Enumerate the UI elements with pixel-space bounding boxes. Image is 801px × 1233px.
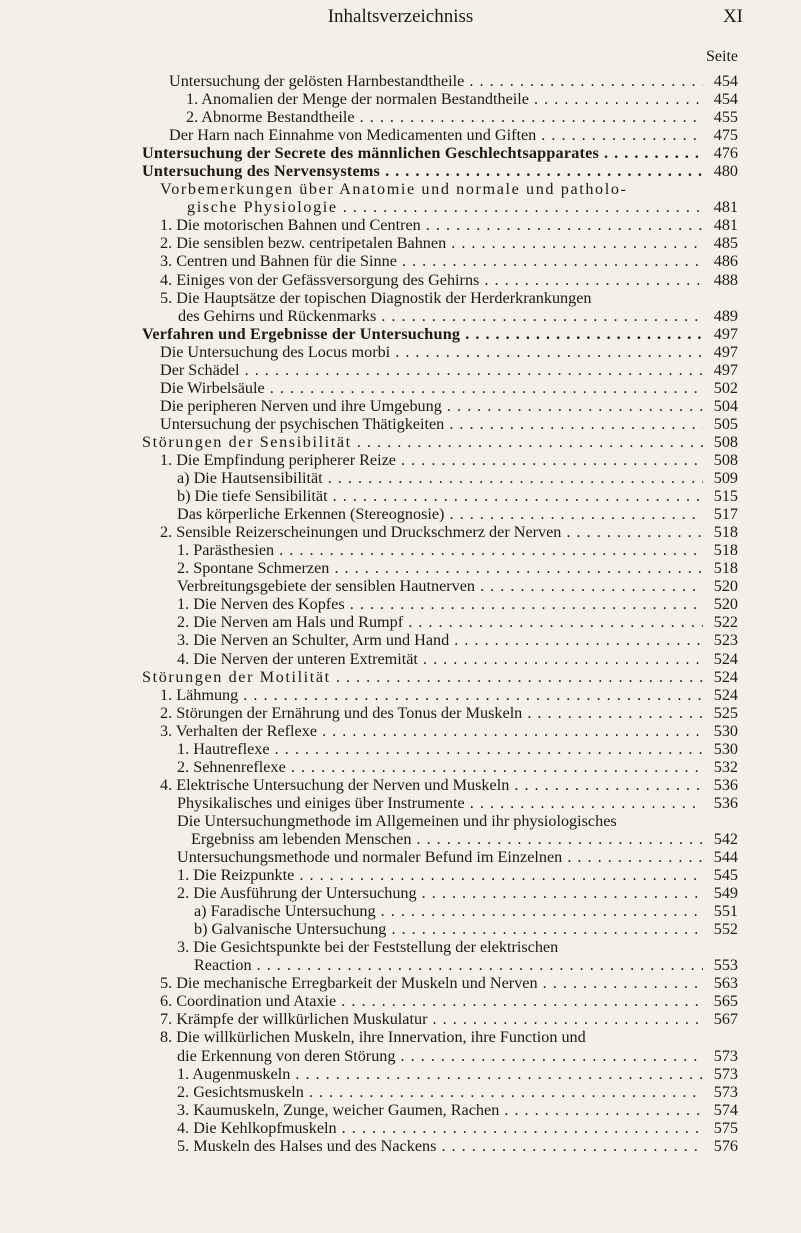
toc-entry-page: 549 <box>713 884 738 903</box>
toc-entry-title: Störungen der Sensibilität . . . <box>142 433 703 451</box>
seite-column-label: Seite <box>706 48 738 65</box>
toc-entry-title: Der Harn nach Einnahme von Medicamenten und Giften . . . <box>169 126 703 144</box>
toc-entry-page: 523 <box>713 631 738 650</box>
toc-entry-title: a) Die Hautsensibilität . . . <box>177 469 703 487</box>
toc-entry-title: Vorbemerkungen über Anatomie und normale und patholo- <box>160 180 628 199</box>
toc-entry-title: 1. Augenmuskeln . . . <box>177 1065 703 1083</box>
toc-entry-page: 485 <box>713 234 738 253</box>
toc-entry <box>0 866 801 884</box>
toc-entry <box>0 216 801 234</box>
toc-entry-page: 476 <box>713 144 738 163</box>
toc-entry-title: Verfahren und Ergebnisse der Untersuchung . . . <box>142 325 703 343</box>
toc-entry-page: 532 <box>713 757 738 776</box>
toc-entry-title: 5. Die Hauptsätze der topischen Diagnostik der Herderkrankungen <box>160 288 592 307</box>
toc-entry-page: 475 <box>713 126 738 145</box>
toc-entry-page: 508 <box>713 432 738 451</box>
toc-entry-title: die Erkennung von deren Störung . . . <box>177 1047 703 1065</box>
toc-entry-title: 2. Spontane Schmerzen . . . <box>177 559 703 577</box>
toc-entry-title: Der Schädel . . . <box>160 361 703 379</box>
toc-entry-title: Störungen der Motilität . . . <box>142 668 703 686</box>
toc-entry-title: Ergebniss am lebenden Menschen . . . <box>191 830 703 848</box>
toc-entry-page: 544 <box>713 848 738 867</box>
toc-entry <box>0 902 801 920</box>
toc-entry <box>0 469 801 487</box>
toc-entry-page: 454 <box>713 90 738 109</box>
toc-entry-page: 576 <box>713 1136 738 1155</box>
toc-entry-title: 4. Die Kehlkopfmuskeln . . . <box>177 1119 703 1137</box>
toc-entry <box>0 848 801 866</box>
toc-entry <box>0 1028 801 1046</box>
toc-entry <box>0 830 801 848</box>
toc-entry <box>0 144 801 162</box>
toc-entry <box>0 776 801 794</box>
toc-entry <box>0 1065 801 1083</box>
toc-entry-page: 515 <box>713 487 738 506</box>
toc-entry-title: 1. Hautreflexe . . . <box>177 740 703 758</box>
toc-entry <box>0 126 801 144</box>
toc-entry-title: Untersuchung der psychischen Thätigkeiten . . . <box>160 415 703 433</box>
toc-entry <box>0 108 801 126</box>
toc-entry <box>0 1010 801 1028</box>
toc-entry-title: 1. Anomalien der Menge der normalen Bestandtheile . . . <box>186 90 703 108</box>
toc-entry <box>0 343 801 361</box>
toc-entry <box>0 794 801 812</box>
toc-entry-title: 4. Die Nerven der unteren Extremität . . . <box>177 650 703 668</box>
toc-entry-title: des Gehirns und Rückenmarks . . . <box>178 307 703 325</box>
toc-entry-page: 520 <box>713 595 738 614</box>
toc-entry <box>0 523 801 541</box>
toc-entry <box>0 252 801 270</box>
toc-entry-title: Reaction . . . <box>194 956 703 974</box>
toc-entry <box>0 956 801 974</box>
toc-entry <box>0 686 801 704</box>
toc-entry-title: Die Wirbelsäule . . . <box>160 379 703 397</box>
toc-entry <box>0 397 801 415</box>
toc-entry <box>0 415 801 433</box>
toc-entry <box>0 451 801 469</box>
toc-entry-page: 504 <box>713 396 738 415</box>
toc-entry-page: 567 <box>713 1010 738 1029</box>
toc-entry <box>0 1101 801 1119</box>
toc-entry-page: 455 <box>713 108 738 127</box>
toc-entry-title: 3. Die Gesichtspunkte bei der Feststellung der elektrischen <box>177 938 559 957</box>
toc-entry <box>0 613 801 631</box>
toc-entry-page: 505 <box>713 414 738 433</box>
toc-entry-title: a) Faradische Untersuchung . . . <box>194 902 703 920</box>
toc-entry-title: 1. Lähmung . . . <box>160 686 703 704</box>
toc-entry-page: 552 <box>713 920 738 939</box>
toc-entry <box>0 812 801 830</box>
toc-entry-title: 2. Abnorme Bestandtheile . . . <box>186 108 703 126</box>
toc-entry <box>0 90 801 108</box>
toc-entry-title: 3. Kaumuskeln, Zunge, weicher Gaumen, Rachen . . . <box>177 1101 703 1119</box>
toc-entry-title: b) Die tiefe Sensibilität . . . <box>177 487 703 505</box>
toc-entry <box>0 884 801 902</box>
toc-entry-page: 508 <box>713 450 738 469</box>
toc-entry-title: 2. Die Ausführung der Untersuchung . . . <box>177 884 703 902</box>
toc-entry <box>0 1137 801 1155</box>
toc-entry <box>0 289 801 307</box>
toc-entry-page: 542 <box>713 829 738 848</box>
toc-entry-page: 488 <box>713 270 738 289</box>
toc-entry-title: 2. Die sensiblen bezw. centripetalen Bahnen . . . <box>160 234 703 252</box>
toc-entry-title: 1. Die Empfindung peripherer Reize . . . <box>160 451 703 469</box>
toc-entry-title: b) Galvanische Untersuchung . . . <box>194 920 703 938</box>
toc-entry-page: 574 <box>713 1100 738 1119</box>
toc-entry-title: 2. Störungen der Ernährung und des Tonus der Muskeln . . . <box>160 704 703 722</box>
toc-entry <box>0 938 801 956</box>
toc-entry <box>0 920 801 938</box>
toc-entry <box>0 758 801 776</box>
toc-entry-page: 573 <box>713 1082 738 1101</box>
toc-entry-page: 536 <box>713 793 738 812</box>
toc-entry-title: gische Physiologie . . . <box>187 198 703 216</box>
page-number-roman: XI <box>722 6 743 27</box>
toc-entry <box>0 198 801 216</box>
toc-entry-title: 2. Die Nerven am Hals und Rumpf . . . <box>177 613 703 631</box>
toc-entry-page: 518 <box>713 523 738 542</box>
toc-entry-title: 6. Coordination und Ataxie . . . <box>160 992 703 1010</box>
toc-entry-title: 1. Parästhesien . . . <box>177 541 703 559</box>
toc-entry <box>0 379 801 397</box>
toc-entry-page: 481 <box>713 198 738 217</box>
toc-entry-page: 563 <box>713 974 738 993</box>
toc-entry <box>0 577 801 595</box>
toc-entry <box>0 974 801 992</box>
toc-entry-title: 5. Die mechanische Erregbarkeit der Muskeln und Nerven . . . <box>160 974 703 992</box>
toc-entry <box>0 271 801 289</box>
toc-entry-page: 486 <box>713 252 738 271</box>
toc-entry-title: Das körperliche Erkennen (Stereognosie) . . . <box>177 505 703 523</box>
toc-entry <box>0 541 801 559</box>
toc-entry <box>0 595 801 613</box>
toc-entry-title: 1. Die Reizpunkte . . . <box>177 866 703 884</box>
toc-entry-title: 4. Einiges von der Gefässversorgung des Gehirns . . . <box>160 271 703 289</box>
toc-entry <box>0 992 801 1010</box>
toc-entry-page: 518 <box>713 559 738 578</box>
running-head <box>0 4 801 30</box>
toc-entry-page: 497 <box>713 342 738 361</box>
toc-entry <box>0 505 801 523</box>
toc-entry-title: Die Untersuchung des Locus morbi . . . <box>160 343 703 361</box>
running-head-title: Inhaltsverzeichniss <box>327 6 474 27</box>
toc-entry <box>0 307 801 325</box>
toc-entry-page: 573 <box>713 1064 738 1083</box>
toc-entry-title: Untersuchung der gelösten Harnbestandtheile . . . <box>169 72 703 90</box>
toc-entry <box>0 559 801 577</box>
toc-entry <box>0 1047 801 1065</box>
toc-entry-page: 454 <box>713 72 738 90</box>
toc-entry <box>0 433 801 451</box>
toc-entry-title: Untersuchungsmethode und normaler Befund im Einzelnen . . . <box>177 848 703 866</box>
toc-entry <box>0 180 801 198</box>
toc-entry-page: 480 <box>713 162 738 181</box>
toc-entry <box>0 650 801 668</box>
toc-entry-page: 524 <box>713 685 738 704</box>
toc-entry-title: 3. Verhalten der Reflexe . . . <box>160 722 703 740</box>
toc-entry-page: 524 <box>713 667 738 686</box>
toc-entry-page: 518 <box>713 541 738 560</box>
toc-entries <box>0 72 801 1155</box>
toc-entry <box>0 72 801 90</box>
toc-entry-page: 520 <box>713 577 738 596</box>
toc-entry-title: 2. Sensible Reizerscheinungen und Druckschmerz der Nerven . . . <box>160 523 703 541</box>
toc-entry-title: 3. Centren und Bahnen für die Sinne . . . <box>160 252 703 270</box>
toc-entry <box>0 325 801 343</box>
toc-entry-title: Untersuchung des Nervensystems . . . <box>142 162 703 180</box>
toc-entry <box>0 1119 801 1137</box>
toc-entry-page: 525 <box>713 703 738 722</box>
toc-entry-page: 575 <box>713 1118 738 1137</box>
toc-entry <box>0 631 801 649</box>
toc-entry-page: 517 <box>713 505 738 524</box>
toc-entry-page: 551 <box>713 902 738 921</box>
toc-entry-page: 530 <box>713 721 738 740</box>
toc-entry-page: 522 <box>713 613 738 632</box>
toc-entry <box>0 668 801 686</box>
toc-entry-title: Untersuchung der Secrete des männlichen Geschlechtsapparates . . . <box>142 144 703 162</box>
toc-entry <box>0 704 801 722</box>
toc-entry-page: 565 <box>713 992 738 1011</box>
toc-entry <box>0 487 801 505</box>
toc-entry-page: 497 <box>713 324 738 343</box>
toc-entry-page: 536 <box>713 775 738 794</box>
toc-entry-title: 1. Die motorischen Bahnen und Centren . . . <box>160 216 703 234</box>
toc-entry-title: 2. Sehnenreflexe . . . <box>177 758 703 776</box>
toc-entry <box>0 722 801 740</box>
toc-entry-title: 7. Krämpfe der willkürlichen Muskulatur . . . <box>160 1010 703 1028</box>
toc-entry-title: Verbreitungsgebiete der sensiblen Hautnerven . . . <box>177 577 703 595</box>
toc-entry-page: 573 <box>713 1046 738 1065</box>
toc-entry-page: 524 <box>713 649 738 668</box>
toc-entry <box>0 1083 801 1101</box>
toc-entry-page: 502 <box>713 378 738 397</box>
toc-entry-title: 8. Die willkürlichen Muskeln, ihre Innervation, ihre Function und <box>160 1028 586 1047</box>
toc-entry <box>0 162 801 180</box>
toc-entry-title: Physikalisches und einiges über Instrumente . . . <box>177 794 703 812</box>
toc-entry-title: 5. Muskeln des Halses und des Nackens . . . <box>177 1137 703 1155</box>
toc-entry-title: 2. Gesichtsmuskeln . . . <box>177 1083 703 1101</box>
toc-entry-page: 481 <box>713 216 738 235</box>
toc-entry-page: 553 <box>713 956 738 975</box>
toc-entry-title: 1. Die Nerven des Kopfes . . . <box>177 595 703 613</box>
toc-entry-title: 4. Elektrische Untersuchung der Nerven und Muskeln . . . <box>160 776 703 794</box>
toc-entry-title: Die peripheren Nerven und ihre Umgebung . . . <box>160 397 703 415</box>
toc-entry-page: 497 <box>713 360 738 379</box>
toc-entry-title: 3. Die Nerven an Schulter, Arm und Hand . . . <box>177 631 703 649</box>
toc-entry-page: 545 <box>713 866 738 885</box>
toc-entry <box>0 740 801 758</box>
toc-entry-page: 530 <box>713 739 738 758</box>
toc-entry <box>0 234 801 252</box>
toc-entry-page: 489 <box>713 306 738 325</box>
toc-entry <box>0 361 801 379</box>
toc-entry-title: Die Untersuchungmethode im Allgemeinen und ihr physiologisches <box>177 811 617 830</box>
toc-entry-page: 509 <box>713 469 738 488</box>
